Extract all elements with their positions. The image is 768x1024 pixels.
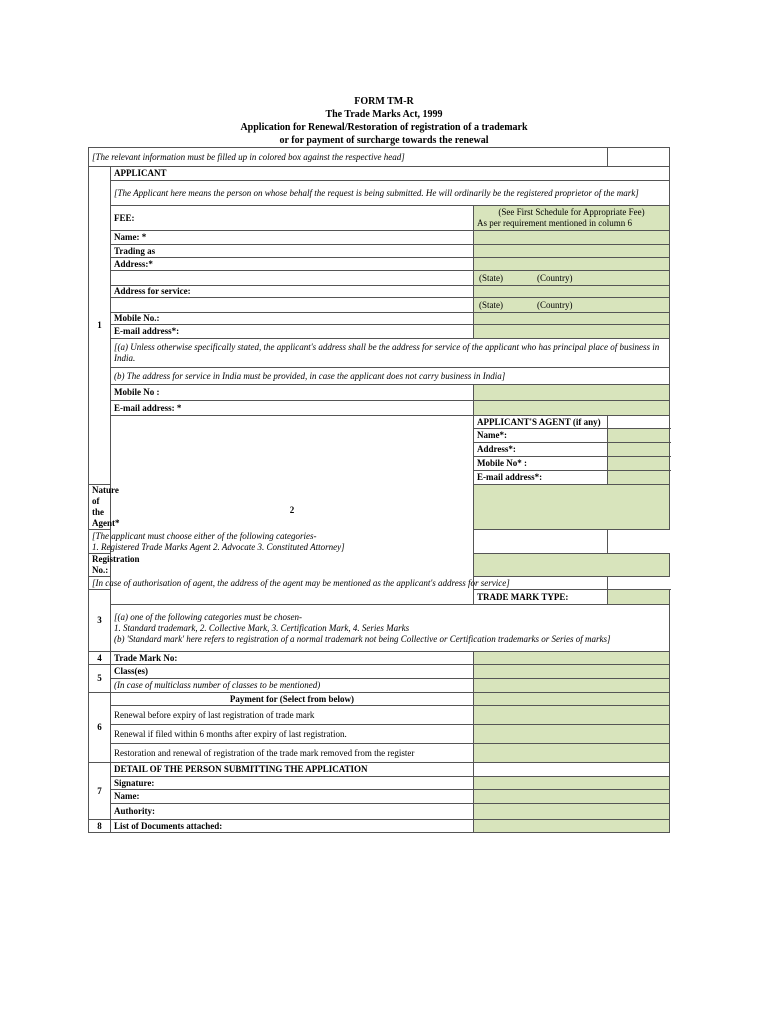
service-address-label: Address for service: bbox=[111, 286, 474, 298]
section-number: 5 bbox=[89, 665, 111, 693]
mobile2-field[interactable] bbox=[474, 385, 670, 401]
registration-field[interactable] bbox=[474, 554, 670, 577]
section-number: 7 bbox=[89, 763, 111, 820]
section-number: 3 bbox=[89, 590, 111, 652]
form-title-line2: or for payment of surcharge towards the renewal bbox=[279, 135, 489, 146]
payment-heading: Payment for (Select from below) bbox=[111, 693, 474, 706]
agent-category-note-2: 1. Registered Trade Marks Agent 2. Advocate 3. Constituted Attorney] bbox=[92, 541, 345, 552]
agent-name-field[interactable] bbox=[608, 429, 670, 443]
email2-field[interactable] bbox=[474, 401, 670, 416]
address-state-country-field[interactable] bbox=[474, 271, 670, 286]
agent-address-field[interactable] bbox=[608, 443, 670, 457]
instruction-blank bbox=[608, 148, 670, 167]
applicant-name-label: Name: * bbox=[111, 231, 474, 245]
email-field[interactable] bbox=[474, 325, 670, 339]
payment-option-1-field[interactable] bbox=[474, 706, 670, 725]
agent-address-label: Address*: bbox=[474, 443, 608, 457]
mobile-label: Mobile No.: bbox=[111, 313, 474, 325]
service-note-a: [(a) Unless otherwise specifically stated, the applicant's address shall be the address for service of the applicant who has principal place of business in India. bbox=[111, 339, 670, 368]
authority-field[interactable] bbox=[474, 804, 670, 820]
trademark-no-field[interactable] bbox=[474, 652, 670, 665]
section-number: 1 bbox=[89, 167, 111, 485]
agent-name-label: Name*: bbox=[474, 429, 608, 443]
trademark-type-note-1: [(a) one of the following categories must be chosen- bbox=[114, 611, 302, 622]
agent-email-field[interactable] bbox=[608, 471, 670, 485]
agent-category-note-1: [The applicant must choose either of the following categories- bbox=[92, 530, 317, 541]
address-label: Address:* bbox=[111, 258, 474, 271]
email2-label: E-mail address: * bbox=[111, 401, 474, 416]
classes-field[interactable] bbox=[474, 665, 670, 679]
trademark-type-note bbox=[111, 605, 670, 652]
payment-option-restoration[interactable]: Restoration and renewal of registration of the trade mark removed from the register bbox=[111, 744, 474, 763]
service-address-field[interactable] bbox=[474, 286, 670, 298]
submitter-name-label: Name: bbox=[111, 790, 474, 804]
submitter-name-field[interactable] bbox=[474, 790, 670, 804]
form-table bbox=[88, 147, 670, 833]
fee-note-2: As per requirement mentioned in column 6 bbox=[477, 218, 632, 228]
email-label: E-mail address*: bbox=[111, 325, 474, 339]
mobile-field[interactable] bbox=[474, 313, 670, 325]
submitter-heading: DETAIL OF THE PERSON SUBMITTING THE APPLICATION bbox=[111, 763, 474, 777]
authority-label: Authority: bbox=[111, 804, 474, 820]
payment-option-3-field[interactable] bbox=[474, 744, 670, 763]
instruction: [The relevant information must be filled up in colored box against the respective head] bbox=[89, 148, 608, 167]
agent-category-note bbox=[89, 530, 608, 554]
section-number: 4 bbox=[89, 652, 111, 665]
trademark-no-label: Trade Mark No: bbox=[111, 652, 474, 665]
documents-label: List of Documents attached: bbox=[111, 820, 474, 833]
address-field[interactable] bbox=[474, 258, 670, 271]
classes-note: (In case of multiclass number of classes to be mentioned) bbox=[111, 679, 474, 693]
payment-option-2-field[interactable] bbox=[474, 725, 670, 744]
signature-label: Signature: bbox=[111, 777, 474, 790]
section-number: 6 bbox=[89, 693, 111, 763]
country-label: (Country) bbox=[537, 299, 573, 310]
mobile2-label: Mobile No : bbox=[111, 385, 474, 401]
submitter-heading-blank bbox=[474, 763, 670, 777]
applicant-note: [The Applicant here means the person on whose behalf the request is being submitted. He will ordinarily be the registered proprietor of the mark] bbox=[111, 181, 670, 206]
fee-label: FEE: bbox=[111, 206, 474, 231]
trademark-type-note-2: 1. Standard trademark, 2. Collective Mark, 3. Certification Mark, 4. Series Marks bbox=[114, 622, 410, 633]
payment-field[interactable] bbox=[474, 693, 670, 706]
state-label: (State) bbox=[479, 299, 503, 310]
trademark-type-note-3: (b) 'Standard mark' here refers to registration of a normal trademark not being Collective or Certification trademarks or Series of marks] bbox=[114, 633, 611, 644]
signature-field[interactable] bbox=[474, 777, 670, 790]
agent-nature-label: Nature of the Agent* bbox=[89, 485, 111, 530]
agent-heading-blank bbox=[608, 416, 670, 429]
section-number: 8 bbox=[89, 820, 111, 833]
agent-address-note: [In case of authorisation of agent, the address of the agent may be mentioned as the applicant's address for service] bbox=[89, 577, 608, 590]
section-heading-agent: APPLICANT'S AGENT (if any) bbox=[474, 416, 608, 429]
agent-nature-field[interactable] bbox=[474, 485, 670, 530]
section-heading-trademark-type: TRADE MARK TYPE: bbox=[474, 590, 608, 605]
service-state-country-field[interactable] bbox=[474, 298, 670, 313]
fee-note-1: (See First Schedule for Appropriate Fee) bbox=[498, 207, 645, 217]
state-label: (State) bbox=[479, 272, 503, 283]
agent-email-label: E-mail address*: bbox=[474, 471, 608, 485]
trademark-type-field[interactable] bbox=[608, 590, 670, 605]
section-heading-applicant: APPLICANT bbox=[111, 167, 670, 181]
agent-mobile-field[interactable] bbox=[608, 457, 670, 471]
classes-label: Class(es) bbox=[111, 665, 474, 679]
classes-count-field[interactable] bbox=[474, 679, 670, 693]
payment-option-renewal-before-expiry[interactable]: Renewal before expiry of last registration of trade mark bbox=[111, 706, 474, 725]
applicant-name-field[interactable] bbox=[474, 231, 670, 245]
registration-label: Registration No.: bbox=[89, 554, 111, 577]
agent-mobile-label: Mobile No* : bbox=[474, 457, 608, 471]
service-note-b: (b) The address for service in India must be provided, in case the applicant does not carry business in India] bbox=[111, 368, 670, 385]
form-id: FORM TM-R bbox=[354, 96, 414, 107]
form-title-line1: Application for Renewal/Restoration of registration of a trademark bbox=[240, 122, 528, 133]
service-address-blank bbox=[111, 298, 474, 313]
section-number: 2 bbox=[111, 416, 474, 605]
fee-field[interactable] bbox=[474, 206, 670, 231]
trading-as-label: Trading as bbox=[111, 245, 474, 258]
address-blank bbox=[111, 271, 474, 286]
documents-field[interactable] bbox=[474, 820, 670, 833]
act-title: The Trade Marks Act, 1999 bbox=[325, 109, 443, 120]
payment-option-renewal-within-6-months[interactable]: Renewal if filed within 6 months after expiry of last registration. bbox=[111, 725, 474, 744]
country-label: (Country) bbox=[537, 272, 573, 283]
trading-as-field[interactable] bbox=[474, 245, 670, 258]
